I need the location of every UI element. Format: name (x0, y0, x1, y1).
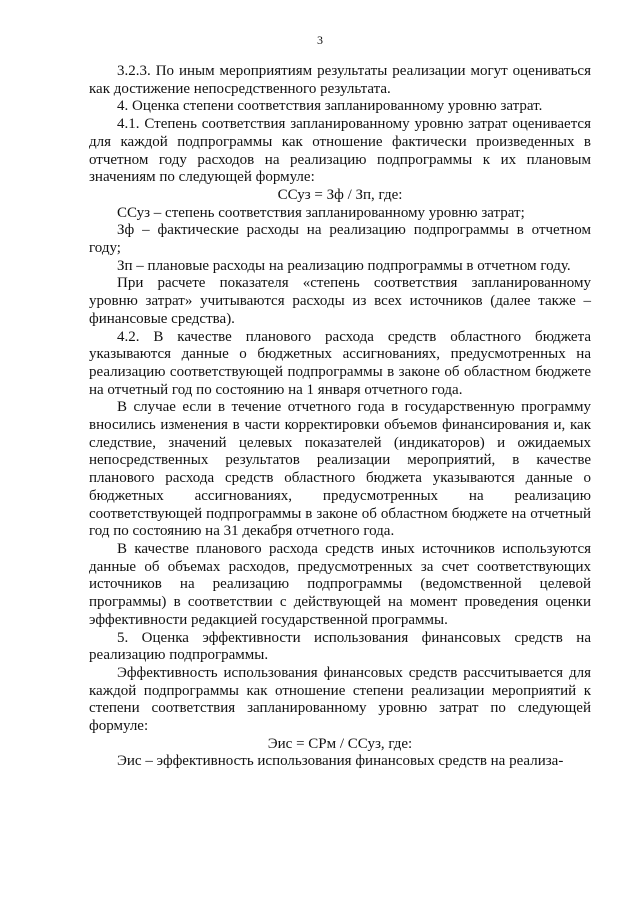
definition-ssuz: ССуз – степень соответствия запланированному уровню затрат; (117, 204, 525, 221)
paragraph-other-sources: В качестве планового расхода средств иных источников используются данные об объемах расходов, предусмотренных за счет соответствующих источников на реализацию подпрограммы (ведомственной целевой программы) в соответствии с действующей на момент проведения оценки эффективности редакцией государственной программы. (89, 540, 591, 628)
paragraph-efficiency: Эффективность использования финансовых средств рассчитывается для каждой подпрограммы как отношение степени реализации мероприятий к степени соответствия запланированному уровню затрат по следующей формуле: (89, 664, 591, 735)
paragraph-calculation-note: При расчете показателя «степень соответствия запланированному уровню затрат» учитываются расходы из всех источников (далее также – финансовые средства). (89, 275, 591, 327)
paragraph-changes: В случае если в течение отчетного года в государственную программу вносились изменения в части корректировки объемов финансирования и, как следствие, значений целевых показателей (индикаторов) и ожидаемых непосредственных результатов реализации мероприятий, в качестве планового расхода средств областного бюджета указываются данные о бюджетных ассигнованиях, предусмотренных на реализацию соответствующей подпрограммы в законе об областном бюджете на отчетный год по состоянию на 31 декабря отчетного года. (89, 399, 591, 540)
definition-zp: Зп – плановые расходы на реализацию подпрограммы в отчетном году. (117, 257, 571, 274)
formula-ssuz: ССуз = Зф / Зп, где: (277, 186, 403, 203)
definition-eis: Эис – эффективность использования финансовых средств на реализа- (117, 753, 564, 770)
paragraph-4-1: 4.1. Степень соответствия запланированному уровню затрат оценивается для каждой подпрограммы как отношение фактически произведенных в отчетном году расходов на реализацию подпрограммы к их плановым значениям по следующей формуле: (89, 116, 591, 186)
section-4-heading: 4. Оценка степени соответствия запланированному уровню затрат. (117, 98, 543, 115)
paragraph-4-2: 4.2. В качестве планового расхода средств областного бюджета указываются данные о бюджетных ассигнованиях, предусмотренных на реализацию соответствующей подпрограммы в законе об областном бюджете на отчетный год по состоянию на 1 января отчетного года. (89, 328, 591, 398)
definition-zf: Зф – фактические расходы на реализацию подпрограммы в отчетном году; (89, 222, 591, 257)
section-5-heading: 5. Оценка эффективности использования финансовых средств на реализацию подпрограммы. (89, 629, 591, 664)
paragraph-3-2-3: 3.2.3. По иным мероприятиям результаты реализации могут оцениваться как достижение непосредственного результата. (89, 63, 591, 97)
document-body (89, 63, 591, 771)
page-number: 3 (317, 33, 323, 47)
formula-eis: Эис = СРм / ССуз, где: (267, 735, 413, 752)
